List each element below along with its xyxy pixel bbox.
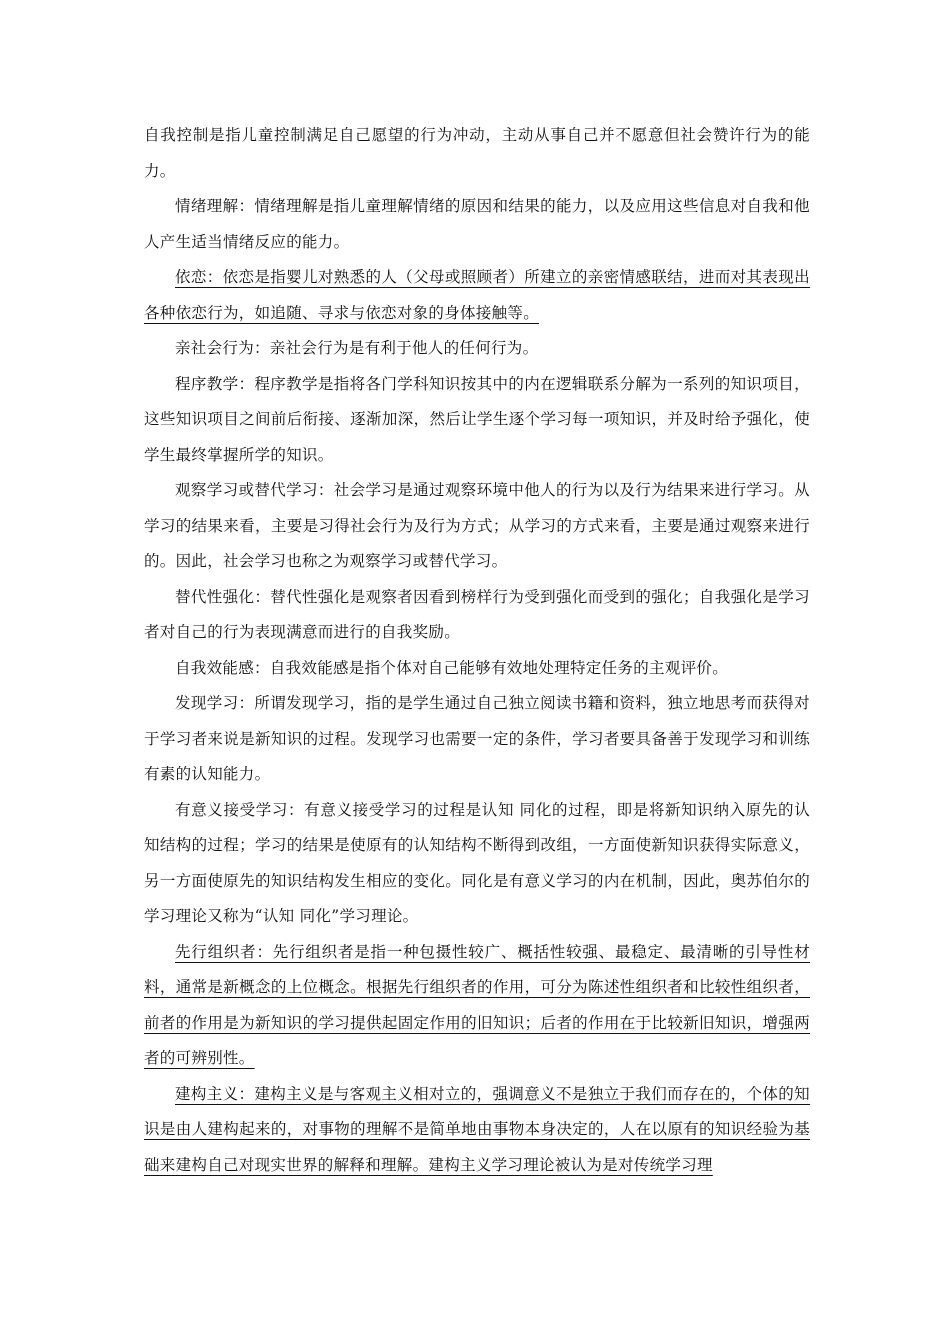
paragraph-constructivism: 建构主义：建构主义是与客观主义相对立的，强调意义不是独立于我们而存在的，个体的知识是由人建构起来的，对事物的理解不是简单地由事物本身决定的，人在以原有的知识经验为基础来建构自己对现实世界的解释和理解。建构主义学习理论被认为是对传统学习理 [144, 1084, 810, 1174]
paragraph-vicarious-reinforcement: 替代性强化：替代性强化是观察者因看到榜样行为受到强化而受到的强化；自我强化是学习者对自己的行为表现满意而进行的自我奖励。 [144, 587, 810, 641]
paragraph-meaningful-reception-learning: 有意义接受学习：有意义接受学习的过程是认知 同化的过程，即是将新知识纳入原先的认知结构的过程；学习的结果是使原有的认知结构不断得到改组，一方面使新知识获得实际意义，另一方面使原先的知识结构发生相应的变化。同化是有意义学习的内在机制，因此，奥苏伯尔的学习理论又称为“认知 同化”学习理论。 [144, 800, 810, 925]
paragraph-self-control: 自我控制是指儿童控制满足自己愿望的行为冲动，主动从事自己并不愿意但社会赞许行为的能力。 [144, 126, 810, 180]
paragraph-attachment: 依恋：依恋是指婴儿对熟悉的人（父母或照顾者）所建立的亲密情感联结，进而对其表现出各种依恋行为，如追随、寻求与依恋对象的身体接触等。 [144, 268, 810, 322]
document-page [144, 118, 810, 1183]
paragraph-programmed-instruction: 程序教学：程序教学是指将各门学科知识按其中的内在逻辑联系分解为一系列的知识项目，这些知识项目之间前后衔接、逐渐加深，然后让学生逐个学习每一项知识，并及时给予强化，使学生最终掌握所学的知识。 [144, 374, 810, 464]
paragraph-self-efficacy: 自我效能感：自我效能感是指个体对自己能够有效地处理特定任务的主观评价。 [175, 658, 729, 677]
paragraph-observational-learning: 观察学习或替代学习：社会学习是通过观察环境中他人的行为以及行为结果来进行学习。从学习的结果来看，主要是习得社会行为及行为方式；从学习的方式来看，主要是通过观察来进行的。因此，社会学习也称之为观察学习或替代学习。 [144, 481, 810, 570]
paragraph-prosocial-behavior: 亲社会行为：亲社会行为是有利于他人的任何行为。 [175, 339, 539, 357]
paragraph-advance-organizer: 先行组织者：先行组织者是指一种包摄性较广、概括性较强、最稳定、最清晰的引导性材料，通常是新概念的上位概念。根据先行组织者的作用，可分为陈述性组织者和比较性组织者，前者的作用是为新知识的学习提供起固定作用的旧知识；后者的作用在于比较新旧知识，增强两者的可辨别性。 [144, 942, 810, 1067]
paragraph-emotion-understanding: 情绪理解：情绪理解是指儿童理解情绪的原因和结果的能力，以及应用这些信息对自我和他人产生适当情绪反应的能力。 [144, 197, 810, 251]
paragraph-discovery-learning: 发现学习：所谓发现学习，指的是学生通过自己独立阅读书籍和资料，独立地思考而获得对于学习者来说是新知识的过程。发现学习也需要一定的条件，学习者要具备善于发现学习和训练有素的认知能力。 [144, 694, 810, 783]
